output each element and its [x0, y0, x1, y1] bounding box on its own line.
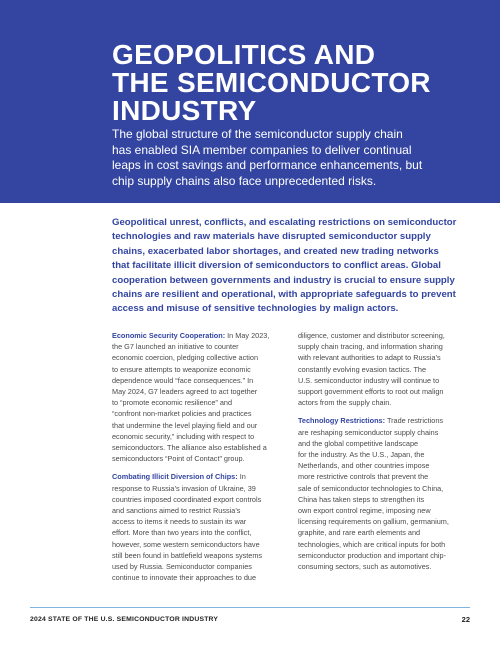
paragraph-gap — [298, 408, 478, 415]
right-column — [298, 330, 478, 572]
body-line: China has taken steps to strengthen its — [298, 494, 425, 504]
page-subtitle — [112, 127, 492, 189]
section-heading-technology-restrictions: Technology Restrictions: — [298, 416, 386, 426]
body-line: actors from the supply chain. — [298, 398, 392, 408]
left-column — [112, 330, 292, 583]
body-line: and the global competitive landscape — [298, 438, 419, 448]
body-line: response to Russia’s invasion of Ukraine, 39 — [112, 483, 256, 493]
intro-line: cooperation between governments and industry is crucial to ensure supply — [112, 274, 455, 286]
body-line: however, some western semiconductors have — [112, 539, 260, 549]
body-line: are reshaping semiconductor supply chains — [298, 427, 439, 437]
intro-line: technologies and raw materials have disrupted semiconductor supply — [112, 231, 431, 243]
body-line: technologies, which are critical inputs for both — [298, 539, 446, 549]
body-line: economic security,” including with respect to — [112, 431, 255, 441]
body-line: effort. More than two years into the conflict, — [112, 528, 252, 538]
body-line: licensing requirements on gallium, germanium, — [298, 517, 449, 527]
section-heading-illicit-diversion: Combating Illicit Diversion of Chips: — [112, 472, 238, 482]
section-first-line: Combating Illicit Diversion of Chips: In — [112, 472, 246, 482]
body-line: sale of semiconductor technologies to China, — [298, 483, 444, 493]
body-line: the G7 launched an initiative to counter — [112, 342, 239, 352]
body-line: May 2024, G7 leaders agreed to act together — [112, 387, 258, 397]
body-line: continue to innovate their approaches to due — [112, 573, 257, 583]
title-line: GEOPOLITICS AND — [112, 39, 376, 70]
body-line: more restrictive controls that prevent the — [298, 472, 429, 482]
intro-paragraph — [112, 216, 497, 317]
section-first-line: Technology Restrictions: Trade restrictions — [298, 416, 444, 426]
paragraph-gap — [112, 464, 292, 471]
intro-line: that facilitate illicit diversion of semiconductors to conflict areas. Global — [112, 260, 441, 272]
section-heading-economic-security: Economic Security Cooperation: — [112, 331, 226, 340]
section-first-line: Economic Security Cooperation: In May 2023, — [112, 331, 270, 340]
intro-line: access and misuse of sensitive technologies by malign actors. — [112, 303, 399, 315]
body-line: semiconductors. The alliance also established a — [112, 443, 267, 453]
body-line: for the industry. As the U.S., Japan, the — [298, 450, 425, 460]
body-line: dependence would “face consequences.” In — [112, 375, 254, 385]
body-line: “confront non-market policies and practices — [112, 409, 252, 419]
body-line: with relevant authorities to adapt to Russia’s — [298, 353, 441, 363]
subtitle-line: chip supply chains also face unprecedented risks. — [112, 173, 377, 188]
body-line: diligence, customer and distributor screening, — [298, 331, 445, 340]
footer-report-title: 2024 STATE OF THE U.S. SEMICONDUCTOR INDUSTRY — [30, 616, 219, 623]
body-line: to ensure attempts to weaponize economic — [112, 364, 251, 374]
body-line: still been found in battlefield weapons systems — [112, 550, 263, 560]
title-line: THE SEMICONDUCTOR — [112, 67, 431, 98]
body-line: U.S. semiconductor industry will continue to — [298, 375, 440, 385]
body-line: constantly evolving evasion tactics. The — [298, 364, 427, 374]
body-line: used by Russia. Semiconductor companies — [112, 562, 252, 572]
footer-divider — [30, 607, 470, 608]
body-line: that undermine the level playing field and our — [112, 420, 258, 430]
body-line: own export control regime, imposing new — [298, 506, 431, 516]
body-line: Netherlands, and other countries impose — [298, 461, 430, 471]
body-line: consuming sectors, such as automotives. — [298, 562, 432, 572]
body-line: to “promote economic resilience” and — [112, 398, 233, 408]
intro-line: Geopolitical unrest, conflicts, and escalating restrictions on semiconductor — [112, 217, 457, 228]
body-line: support government efforts to root out malign — [298, 387, 444, 397]
body-line: semiconductor production and important chip- — [298, 550, 447, 560]
body-line: semiconductors “Point of Contact” group. — [112, 454, 245, 464]
body-line: and sanctions aimed to restrict Russia’s — [112, 506, 241, 516]
page-number: 22 — [461, 615, 470, 624]
body-line: graphite, and rare earth elements and — [298, 528, 421, 538]
subtitle-line: The global structure of the semiconductor supply chain — [112, 127, 403, 141]
title-line: INDUSTRY — [112, 95, 257, 126]
body-line: economic coercion, pledging collective action — [112, 353, 259, 363]
page-title — [112, 41, 492, 125]
body-line: access to items it needs to sustain its war — [112, 517, 247, 527]
body-line: countries imposed coordinated export controls — [112, 494, 262, 504]
intro-line: chains are resilient and operational, with appropriate safeguards to prevent — [112, 289, 456, 301]
intro-line: chains, exacerbated labor shortages, and created new trading networks — [112, 245, 439, 257]
body-line: supply chain tracing, and information sharing — [298, 342, 443, 352]
subtitle-line: leaps in cost savings and performance enhancements, but — [112, 158, 423, 172]
subtitle-line: has enabled SIA member companies to deliver continual — [112, 142, 412, 157]
